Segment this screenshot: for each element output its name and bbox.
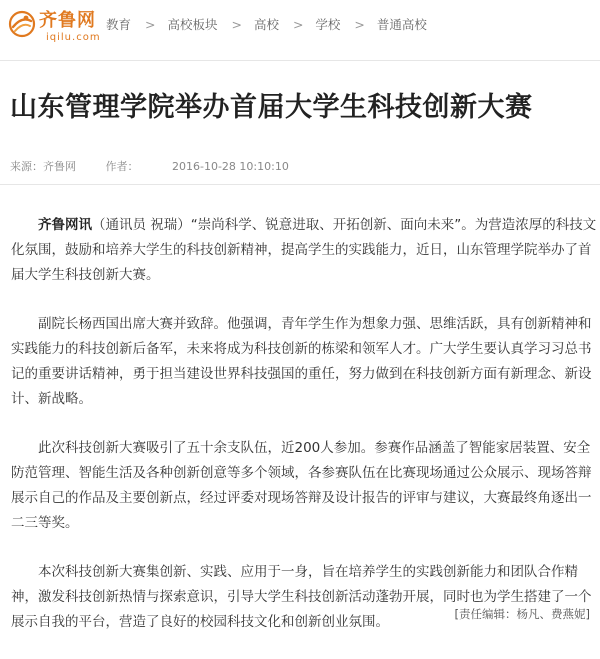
article-author: 作者： (105, 160, 139, 173)
meta-divider (0, 184, 600, 185)
article-meta (10, 160, 289, 174)
breadcrumb-separator: > (292, 17, 304, 32)
article-body (11, 213, 599, 659)
breadcrumb-item-gaoxiao-bankuai[interactable]: 高校板块 (167, 17, 218, 32)
breadcrumb-separator: > (231, 17, 242, 32)
site-logo[interactable] (8, 8, 103, 44)
sun-swirl-logo-icon (8, 10, 36, 38)
article-source: 来源：齐鲁网 (10, 160, 76, 173)
news-agency-lead: 齐鲁网讯 (38, 217, 92, 233)
logo-name: 齐鲁网 (39, 10, 96, 31)
article-title: 山东管理学院举办首届大学生科技创新大赛 (10, 92, 533, 123)
breadcrumb-item-putong-gaoxiao[interactable]: 普通高校 (376, 17, 427, 32)
responsible-editor: [责任编辑：杨凡、费燕妮] (454, 607, 590, 621)
article-paragraph (11, 213, 599, 288)
header-divider (0, 60, 600, 61)
breadcrumb-item-jiaoyu[interactable]: 教育 (106, 17, 132, 32)
site-header (0, 0, 600, 50)
breadcrumb-item-xuexiao[interactable]: 学校 (315, 17, 341, 32)
breadcrumb-separator: > (145, 17, 156, 32)
article-paragraph: 副院长杨西国出席大赛并致辞。他强调，青年学生作为想象力强、思维活跃，具有创新精神和实践能力的科技创新后备军，未来将成为科技创新的栋梁和领军人才。广大学生要认真学习习总书记的重要讲话精神，勇于担当建设世界科技强国的重任，努力做到在科技创新方面有新理念、新设计、新战略。 (11, 316, 592, 407)
article-paragraph: 本次科技创新大赛集创新、实践、应用于一身，旨在培养学生的实践创新能力和团队合作精神，激发科技创新热情与探索意识，引导大学生科技创新活动蓬勃开展，同时也为学生搭建了一个展示自我的平台，营造了良好的校园科技文化和创新创业氛围。 (11, 564, 592, 630)
breadcrumb-separator: > (354, 17, 365, 32)
breadcrumb-item-gaoxiao[interactable]: 高校 (253, 17, 279, 32)
paragraph-text: （通讯员 祝瑞）“崇尚科学、锐意进取、开拓创新、面向未来”。为营造浓厚的科技文化氛围，鼓励和培养大学生的科技创新精神，提高学生的实践能力，近日，山东管理学院举办了首届大学生科技创新大赛。 (11, 217, 597, 283)
logo-domain: iqilu.com (46, 32, 101, 43)
breadcrumb (106, 17, 427, 33)
article-date: 2016-10-28 10:10:10 (172, 160, 289, 173)
article-paragraph: 此次科技创新大赛吸引了五十余支队伍，近200人参加。参赛作品涵盖了智能家居装置、安全防范管理、智能生活及各种创新创意等多个领域，各参赛队伍在比赛现场通过公众展示、现场答辩展示自己的作品及主要创新点，经过评委对现场答辩及设计报告的评审与建议，大赛最终角逐出一二三等奖。 (11, 440, 592, 531)
